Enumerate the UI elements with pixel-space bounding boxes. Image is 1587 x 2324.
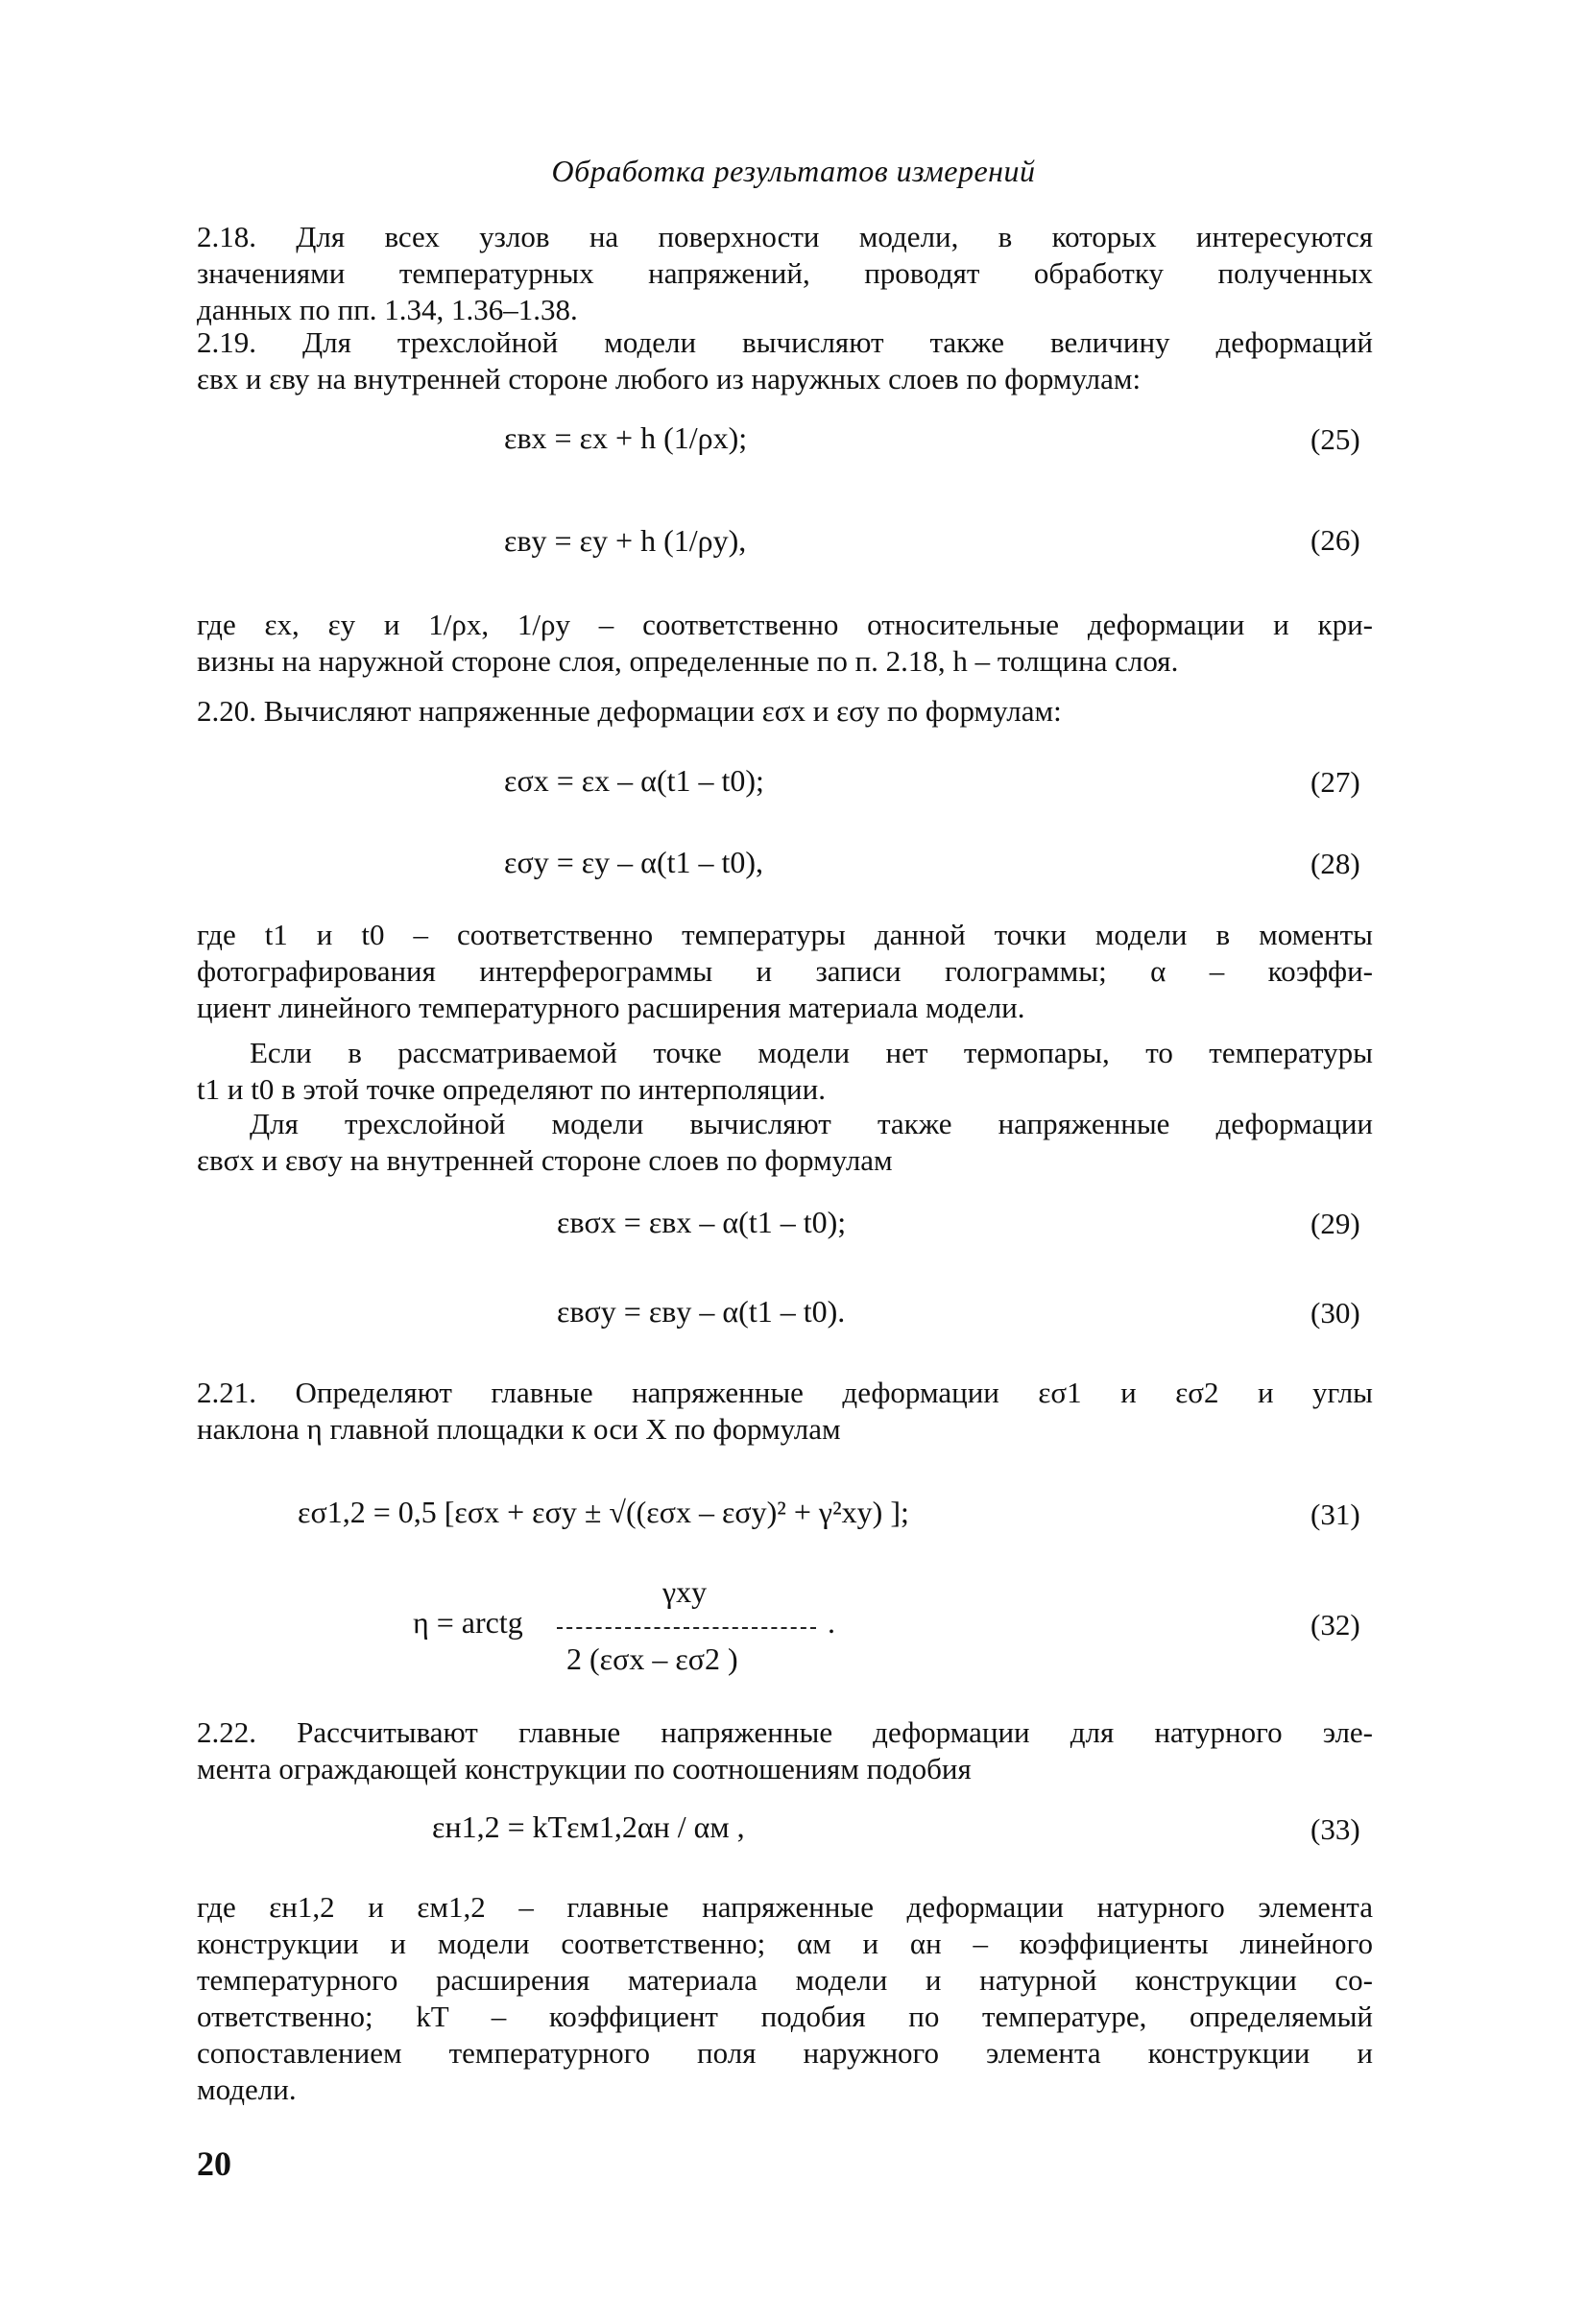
text-line: Для трехслойной модели вычисляют также напряженные деформации bbox=[250, 1107, 1373, 1140]
paragraph-2-20 bbox=[197, 693, 1373, 730]
equation-32-period: . bbox=[828, 1605, 835, 1640]
paragraph-2-22 bbox=[197, 1714, 1373, 1787]
equation-number-25: (25) bbox=[1310, 422, 1360, 456]
equation-number-28: (28) bbox=[1310, 847, 1360, 880]
equation-number-33: (33) bbox=[1310, 1812, 1360, 1846]
equation-32-numerator: γxy bbox=[662, 1574, 708, 1609]
text-line: ответственно; kT – коэффициент подобия по температуре, определяемый bbox=[197, 2000, 1373, 2033]
text-line: Если в рассматриваемой точке модели нет термопары, то температуры bbox=[250, 1036, 1373, 1069]
text-line: данных по пп. 1.34, 1.36–1.38. bbox=[197, 293, 578, 326]
text-line: где t1 и t0 – соответственно температуры данной точки модели в моменты bbox=[197, 918, 1373, 951]
equation-33: εн1,2 = kTεм1,2αн / αм , bbox=[432, 1809, 745, 1844]
text-line: значениями температурных напряжений, проводят обработку полученных bbox=[197, 256, 1373, 290]
paragraph-where-2 bbox=[197, 917, 1373, 1026]
text-line: где εн1,2 и εм1,2 – главные напряженные деформации натурного элемента bbox=[197, 1890, 1373, 1924]
text-line: фотографирования интерферограммы и записи голограммы; α – коэффи- bbox=[197, 954, 1373, 988]
equation-number-26: (26) bbox=[1310, 523, 1360, 557]
text-line: 2.21. Определяют главные напряженные деформации εσ1 и εσ2 и углы bbox=[197, 1376, 1373, 1409]
equation-27: εσx = εx – α(t1 – t0); bbox=[504, 763, 764, 798]
equation-31: εσ1,2 = 0,5 [εσx + εσy ± √((εσx – εσy)² + γ²xy) ]; bbox=[298, 1495, 909, 1529]
equation-30: εвσy = εвy – α(t1 – t0). bbox=[557, 1294, 846, 1329]
equation-number-30: (30) bbox=[1310, 1296, 1360, 1330]
paragraph-three-layer bbox=[197, 1106, 1373, 1179]
equation-number-32: (32) bbox=[1310, 1608, 1360, 1641]
text-line: εвх и εву на внутренней стороне любого из наружных слоев по формулам: bbox=[197, 362, 1142, 395]
text-line: εвσx и εвσy на внутренней стороне слоев по формулам bbox=[197, 1143, 893, 1177]
running-header: Обработка результатов измерений bbox=[551, 154, 1036, 188]
text-line: мента ограждающей конструкции по соотношениям подобия bbox=[197, 1752, 972, 1785]
equation-number-31: (31) bbox=[1310, 1497, 1360, 1531]
equation-26: εвy = εy + h (1/ρy), bbox=[504, 523, 747, 558]
text-line: t1 и t0 в этой точке определяют по интерполяции. bbox=[197, 1072, 826, 1106]
text-line: циент линейного температурного расширения материала модели. bbox=[197, 991, 1025, 1024]
text-line: 2.22. Рассчитывают главные напряженные деформации для натурного эле- bbox=[197, 1715, 1373, 1749]
text-line: наклона η главной площадки к оси X по формулам bbox=[197, 1412, 841, 1446]
text-line: где εx, εy и 1/ρx, 1/ρy – соответственно относительные деформации и кри- bbox=[197, 608, 1373, 641]
equation-32-lhs: η = arctg bbox=[413, 1605, 523, 1640]
text-line: температурного расширения материала модели и натурной конструкции со- bbox=[197, 1963, 1373, 1997]
text-line: сопоставлением температурного поля наружного элемента конструкции и bbox=[197, 2036, 1373, 2070]
equation-number-29: (29) bbox=[1310, 1207, 1360, 1240]
paragraph-2-21 bbox=[197, 1375, 1373, 1448]
text-line: 2.20. Вычисляют напряженные деформации εσx и εσy по формулам: bbox=[197, 694, 1062, 728]
paragraph-interpolation bbox=[197, 1035, 1373, 1108]
paragraph-where-1 bbox=[197, 607, 1373, 680]
text-line: 2.19. Для трехслойной модели вычисляют также величину деформаций bbox=[197, 325, 1373, 359]
text-line: модели. bbox=[197, 2072, 297, 2106]
fraction-bar bbox=[557, 1627, 816, 1629]
paragraph-where-3 bbox=[197, 1889, 1373, 2108]
text-line: конструкции и модели соответственно; αм и αн – коэффициенты линейного bbox=[197, 1927, 1373, 1960]
equation-25: εвx = εx + h (1/ρx); bbox=[504, 420, 748, 455]
paragraph-2-18 bbox=[197, 219, 1373, 328]
equation-32-denominator: 2 (εσx – εσ2 ) bbox=[566, 1641, 738, 1676]
text-line: 2.18. Для всех узлов на поверхности модели, в которых интересуются bbox=[197, 220, 1373, 253]
paragraph-2-19 bbox=[197, 324, 1373, 397]
equation-number-27: (27) bbox=[1310, 765, 1360, 799]
text-line: визны на наружной стороне слоя, определенные по п. 2.18, h – толщина слоя. bbox=[197, 644, 1179, 678]
equation-29: εвσx = εвx – α(t1 – t0); bbox=[557, 1205, 847, 1239]
equation-28: εσy = εy – α(t1 – t0), bbox=[504, 845, 764, 879]
page-number: 20 bbox=[197, 2144, 231, 2183]
